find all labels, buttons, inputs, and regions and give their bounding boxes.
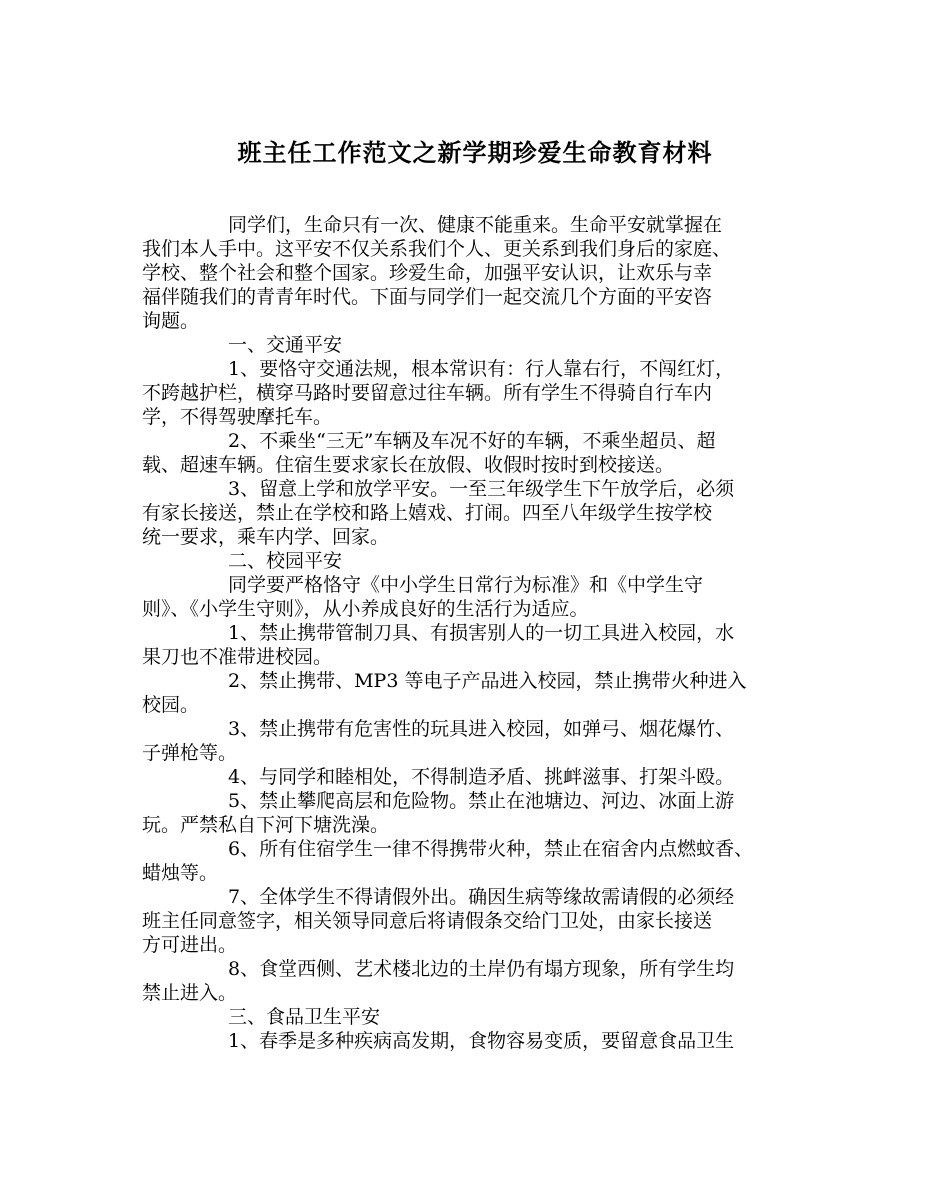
body-text-line: 一、交通平安 [228,334,343,356]
body-text-line: 同学要严格恪守《中小学生日常行为标准》和《中学生守 [228,574,704,596]
body-text-line: 子弹枪等。 [142,742,238,764]
body-text-line: 4、与同学和睦相处，不得制造矛盾、挑衅滋事、打架斗殴。 [228,766,735,788]
body-text-line: 果刀也不准带进校园。 [142,646,333,668]
body-text-line: 班主任同意签字，相关领导同意后将请假条交给门卫处，由家长接送 [142,910,713,932]
body-text-line: 2、不乘坐“三无”车辆及车况不好的车辆，不乘坐超员、超 [228,430,716,452]
body-text-line: 三、食品卫生平安 [228,1006,381,1028]
document-title: 班主任工作范文之新学期珍爱生命教育材料 [237,138,713,167]
body-text-line: 则》、《小学生守则》，从小养成良好的生活行为适应。 [142,598,589,620]
body-text-line: 7、全体学生不得请假外出。确因生病等缘故需请假的必须经 [228,886,735,908]
body-text-line: 不跨越护栏，横穿马路时要留意过往车辆。所有学生不得骑自行车内 [142,382,713,404]
body-text-line: 统一要求，乘车内学、回家。 [142,526,390,548]
body-text-line: 2、禁止携带、MP3 等电子产品进入校园，禁止携带火种进入 [228,670,747,692]
body-text-line: 玩。严禁私自下河下塘洗澡。 [142,814,390,836]
body-text-line: 1、要恪守交通法规，根本常识有：行人靠右行，不闯红灯， [228,358,735,380]
body-text-line: 5、禁止攀爬高层和危险物。禁止在池塘边、河边、冰面上游 [228,790,735,812]
body-text-line: 学，不得驾驶摩托车。 [142,406,333,428]
body-text-line: 3、禁止携带有危害性的玩具进入校园，如弹弓、烟花爆竹、 [228,718,735,740]
body-text-line: 二、校园平安 [228,550,343,572]
body-text-line: 禁止进入。 [142,982,238,1004]
body-text-line: 8、食堂西侧、艺术楼北边的土岸仍有塌方现象，所有学生均 [228,958,735,980]
body-text-line: 同学们，生命只有一次、健康不能重来。生命平安就掌握在 [228,214,723,236]
body-text-line: 3、留意上学和放学平安。一至三年级学生下午放学后，必须 [228,478,735,500]
body-text-line: 1、禁止携带管制刀具、有损害别人的一切工具进入校园，水 [228,622,735,644]
body-text-line: 载、超速车辆。住宿生要求家长在放假、收假时按时到校接送。 [142,454,675,476]
body-text-line: 询题。 [142,310,200,332]
body-text-line: 福伴随我们的青青年时代。下面与同学们一起交流几个方面的平安咨 [142,286,713,308]
body-text-line: 6、所有住宿学生一律不得携带火种，禁止在宿舍内点燃蚊香、 [228,838,754,860]
body-text-line: 方可进出。 [142,934,238,956]
document-body [142,213,822,1053]
body-text-line: 有家长接送，禁止在学校和路上嬉戏、打闹。四至八年级学生按学校 [142,502,713,524]
body-text-line: 校园。 [142,694,200,716]
body-text-line: 1、春季是多种疾病高发期，食物容易变质，要留意食品卫生 [228,1030,735,1052]
body-text-line: 蜡烛等。 [142,862,219,884]
body-text-line: 学校、整个社会和整个国家。珍爱生命，加强平安认识，让欢乐与幸 [142,262,713,284]
body-text-line: 我们本人手中。这平安不仅关系我们个人、更关系到我们身后的家庭、 [142,238,732,260]
